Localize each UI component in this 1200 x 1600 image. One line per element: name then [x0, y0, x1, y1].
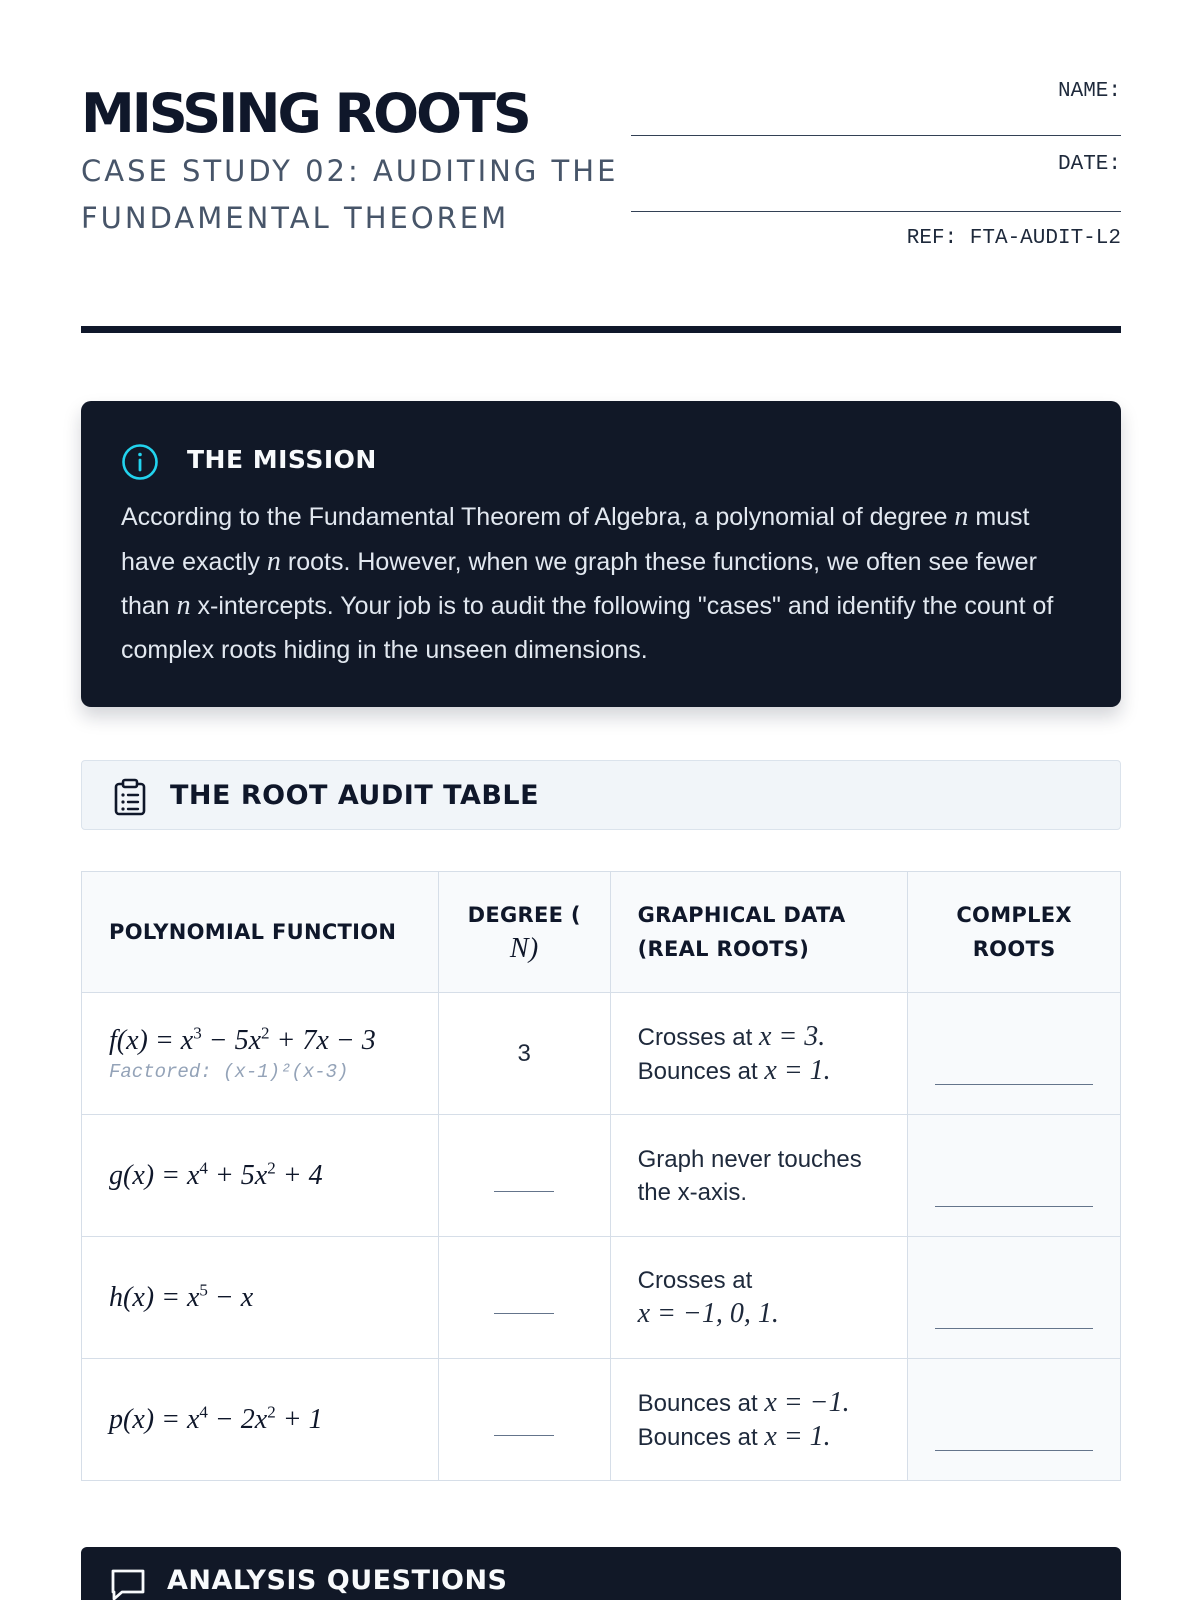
reference-code: REF: FTA-AUDIT-L2: [906, 227, 1121, 250]
root-audit-section-header: [81, 760, 1121, 830]
page-title: MISSING ROOTS: [81, 82, 529, 145]
mission-text: According to the Fundamental Theorem of Algebra, a polynomial of degree n must have exactly n roots. However, when we graph these functions, we often see fewer than n x-intercepts. Your job is to audit the following "cases" and identify the count of complex roots hiding in the unseen dimensions.: [121, 501, 1054, 664]
root-audit-title: THE ROOT AUDIT TABLE: [170, 780, 540, 811]
factored-form: Factored: (x-1)²(x-3): [109, 1061, 349, 1084]
complex-roots-cell: [908, 993, 1121, 1115]
polynomial-cell: $f(x) = x^3 - 5x^2 + 7x - 3$ Factored: (x-1)²(x-3): [82, 993, 439, 1115]
degree-cell: [438, 1237, 610, 1359]
analysis-questions-title: ANALYSIS QUESTIONS: [167, 1565, 508, 1596]
complex-roots-answer-blank[interactable]: [935, 1450, 1093, 1451]
complex-roots-cell: [908, 1115, 1121, 1237]
page-subtitle: CASE STUDY 02: AUDITING THE FUNDAMENTAL THEOREM: [81, 154, 619, 235]
complex-roots-answer-blank[interactable]: [935, 1084, 1093, 1085]
clipboard-list-icon: [113, 778, 147, 816]
date-field[interactable]: [631, 211, 1121, 212]
complex-roots-cell: [908, 1237, 1121, 1359]
complex-roots-cell: [908, 1359, 1121, 1481]
degree-answer-blank[interactable]: [494, 1435, 554, 1436]
graphical-data-cell: Crosses at x = −1, 0, 1.: [610, 1237, 908, 1359]
degree-cell: [438, 1115, 610, 1237]
table-row: [82, 1115, 1121, 1237]
speech-bubble-icon: [109, 1567, 147, 1600]
analysis-questions-header: [81, 1547, 1121, 1600]
info-icon: [121, 443, 159, 481]
worksheet-page: [81, 0, 1121, 1600]
name-field[interactable]: [631, 135, 1121, 136]
column-header-function: POLYNOMIAL FUNCTION: [82, 872, 439, 993]
table-row: [82, 993, 1121, 1115]
graphical-data-cell: Crosses at x = 3. Bounces at x = 1.: [610, 993, 908, 1115]
column-header-graphical-data: GRAPHICAL DATA (REAL ROOTS): [610, 872, 908, 993]
header-divider: [81, 326, 1121, 333]
polynomial-cell: $p(x) = x^4 - 2x^2 + 1$: [82, 1359, 439, 1481]
polynomial-cell: $g(x) = x^4 + 5x^2 + 4$: [82, 1115, 439, 1237]
mission-title: THE MISSION: [187, 445, 377, 474]
degree-answer-blank[interactable]: [494, 1191, 554, 1192]
graphical-data-cell: Graph never touches the x-axis.: [610, 1115, 908, 1237]
column-header-complex-roots: COMPLEX ROOTS: [908, 872, 1121, 993]
column-header-degree: DEGREE ( N): [438, 872, 610, 993]
table-header-row: [82, 872, 1121, 993]
complex-roots-answer-blank[interactable]: [935, 1328, 1093, 1329]
complex-roots-answer-blank[interactable]: [935, 1206, 1093, 1207]
degree-value: 3: [438, 993, 610, 1115]
root-audit-table: [81, 871, 1121, 1481]
graphical-data-cell: Bounces at x = −1. Bounces at x = 1.: [610, 1359, 908, 1481]
date-label: DATE:: [1057, 153, 1121, 176]
degree-cell: [438, 1359, 610, 1481]
name-label: NAME:: [1057, 80, 1121, 103]
table-row: [82, 1359, 1121, 1481]
table-row: [82, 1237, 1121, 1359]
polynomial-cell: $h(x) = x^5 - x$: [82, 1237, 439, 1359]
degree-answer-blank[interactable]: [494, 1313, 554, 1314]
mission-panel: [81, 401, 1121, 707]
